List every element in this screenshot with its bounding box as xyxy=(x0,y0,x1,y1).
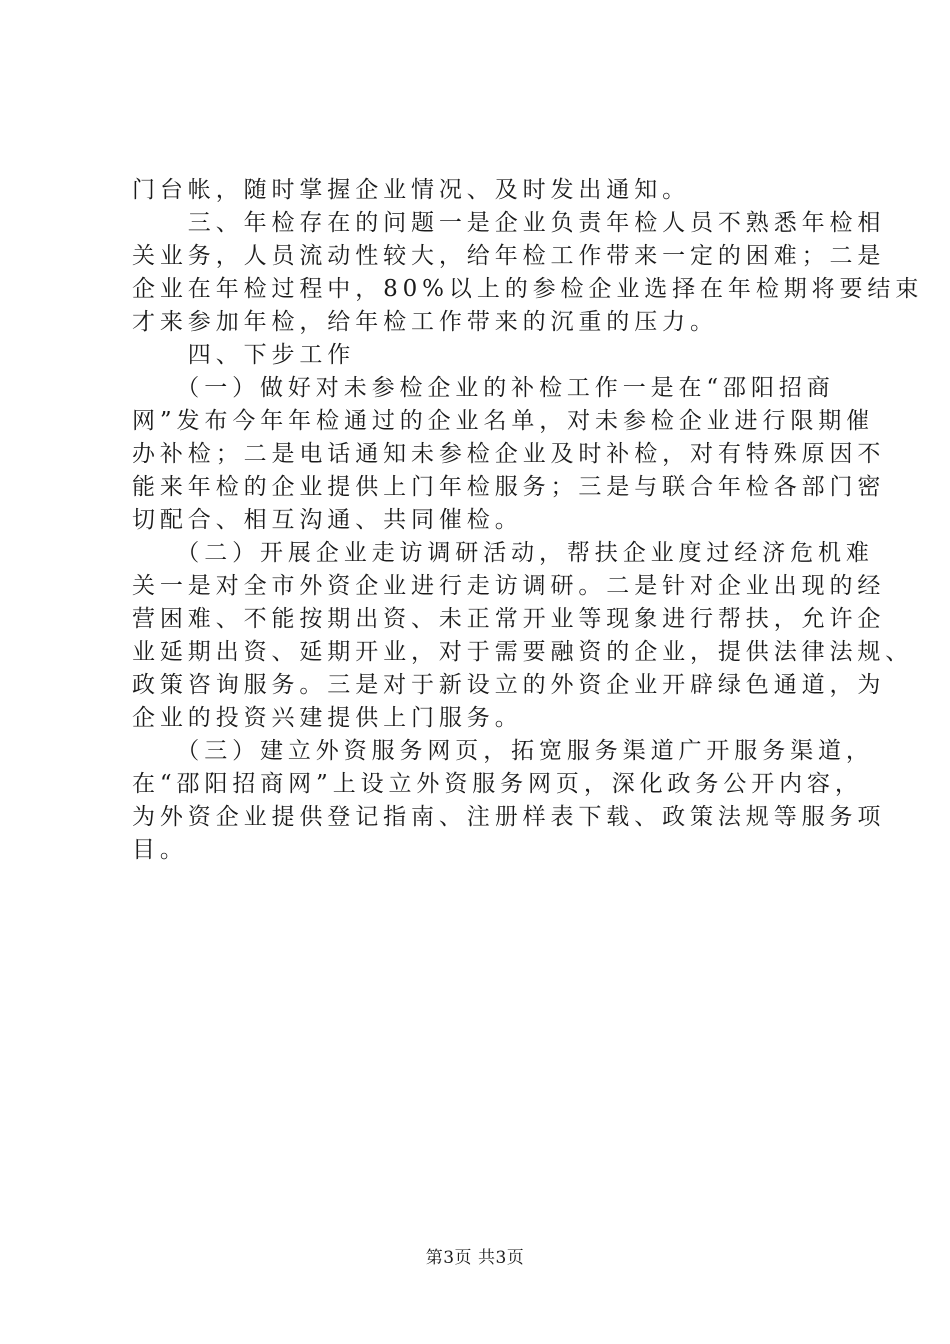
page-number-footer: 第3页 共3页 xyxy=(425,1248,525,1268)
text-line: 切配合、相互沟通、共同催检。 xyxy=(132,507,523,533)
text-line: 三、年检存在的问题一是企业负责年检人员不熟悉年检相 xyxy=(132,210,886,236)
text-line: （三）建立外资服务网页，拓宽服务渠道广开服务渠道， xyxy=(132,738,874,764)
text-line: 办补检；二是电话通知未参检企业及时补检，对有特殊原因不 xyxy=(132,441,886,467)
text-line: 门台帐，随时掌握企业情况、及时发出通知。 xyxy=(132,177,690,203)
text-line: 为外资企业提供登记指南、注册样表下载、政策法规等服务项 xyxy=(132,804,886,830)
text-line: 关业务，人员流动性较大，给年检工作带来一定的困难；二是 xyxy=(132,243,886,269)
text-line: 企业的投资兴建提供上门服务。 xyxy=(132,705,523,731)
text-line: 企业在年检过程中，80%以上的参检企业选择在年检期将要结束 xyxy=(132,276,924,302)
text-line: （二）开展企业走访调研活动，帮扶企业度过经济危机难 xyxy=(132,540,874,566)
text-line: （一）做好对未参检企业的补检工作一是在“邵阳招商 xyxy=(132,375,835,401)
text-line: 营困难、不能按期出资、未正常开业等现象进行帮扶，允许企 xyxy=(132,606,886,632)
text-line: 网”发布今年年检通过的企业名单，对未参检企业进行限期催 xyxy=(132,408,875,434)
text-line: 业延期出资、延期开业，对于需要融资的企业，提供法律法规、 xyxy=(132,639,914,665)
text-line: 目。 xyxy=(132,837,188,863)
text-line: 关一是对全市外资企业进行走访调研。二是针对企业出现的经 xyxy=(132,573,886,599)
text-line: 政策咨询服务。三是对于新设立的外资企业开辟绿色通道，为 xyxy=(132,672,886,698)
text-line: 在“邵阳招商网”上设立外资服务网页，深化政务公开内容， xyxy=(132,771,863,797)
text-line: 能来年检的企业提供上门年检服务；三是与联合年检各部门密 xyxy=(132,474,886,500)
section-heading: 四、下步工作 xyxy=(132,342,356,368)
text-line: 才来参加年检，给年检工作带来的沉重的压力。 xyxy=(132,309,718,335)
